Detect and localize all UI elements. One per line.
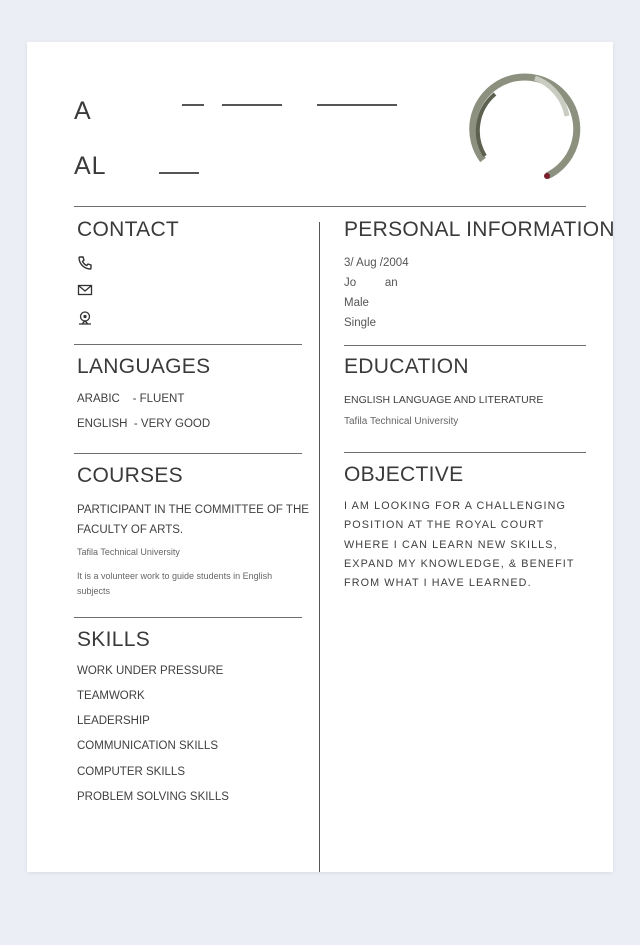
name-fragment: [317, 104, 397, 106]
name-line-1: A: [74, 97, 92, 125]
language-item: ENGLISH - VERY GOOD: [77, 418, 211, 430]
name-fragment: [159, 172, 199, 174]
name-fragment: [182, 104, 204, 106]
objective-title: OBJECTIVE: [344, 463, 464, 486]
header-divider: [74, 206, 586, 207]
name-fragment: [222, 104, 282, 106]
education-school: Tafila Technical University: [344, 416, 459, 427]
course-title: PARTICIPANT IN THE COMMITTEE OF THE FACULTY OF ARTS.: [77, 504, 309, 536]
skills-title: SKILLS: [77, 628, 151, 651]
column-divider: [319, 222, 320, 872]
resume-page: [27, 42, 613, 872]
skill-item: COMMUNICATION SKILLS: [77, 740, 218, 752]
skill-item: WORK UNDER PRESSURE: [77, 665, 224, 677]
gender: Male: [344, 297, 369, 309]
course-institution: Tafila Technical University: [77, 547, 180, 557]
contact-divider: [74, 344, 302, 345]
phone-icon: [77, 255, 93, 271]
education-divider: [344, 452, 586, 453]
nationality: Jo an: [344, 277, 398, 289]
profile-photo: [465, 68, 581, 184]
education-title: EDUCATION: [344, 355, 469, 378]
skill-item: PROBLEM SOLVING SKILLS: [77, 791, 229, 803]
languages-divider: [74, 453, 302, 454]
name-line-2: AL: [74, 152, 107, 180]
courses-title: COURSES: [77, 464, 183, 487]
personal-info-title: PERSONAL INFORMATION: [344, 218, 615, 241]
date-of-birth: 3/ Aug /2004: [344, 257, 409, 269]
objective-text: I AM LOOKING FOR A CHALLENGING POSITION AT THE ROYAL COURT WHERE I CAN LEARN NEW SKILLS, EXPAND MY KNOWLEDGE, & BENEFIT FROM WHAT I HAVE LEARNED.: [344, 500, 575, 590]
education-degree: ENGLISH LANGUAGE AND LITERATURE: [344, 394, 544, 406]
marital-status: Single: [344, 317, 376, 329]
location-icon: [77, 310, 93, 326]
personal-divider: [344, 345, 586, 346]
contact-title: CONTACT: [77, 218, 180, 241]
courses-divider: [74, 617, 302, 618]
language-item: ARABIC - FLUENT: [77, 393, 185, 405]
skill-item: COMPUTER SKILLS: [77, 766, 185, 778]
skill-item: TEAMWORK: [77, 690, 145, 702]
skill-item: LEADERSHIP: [77, 715, 150, 727]
languages-title: LANGUAGES: [77, 355, 211, 378]
mail-icon: [77, 282, 93, 298]
course-description: It is a volunteer work to guide students in English subjects: [77, 571, 273, 596]
